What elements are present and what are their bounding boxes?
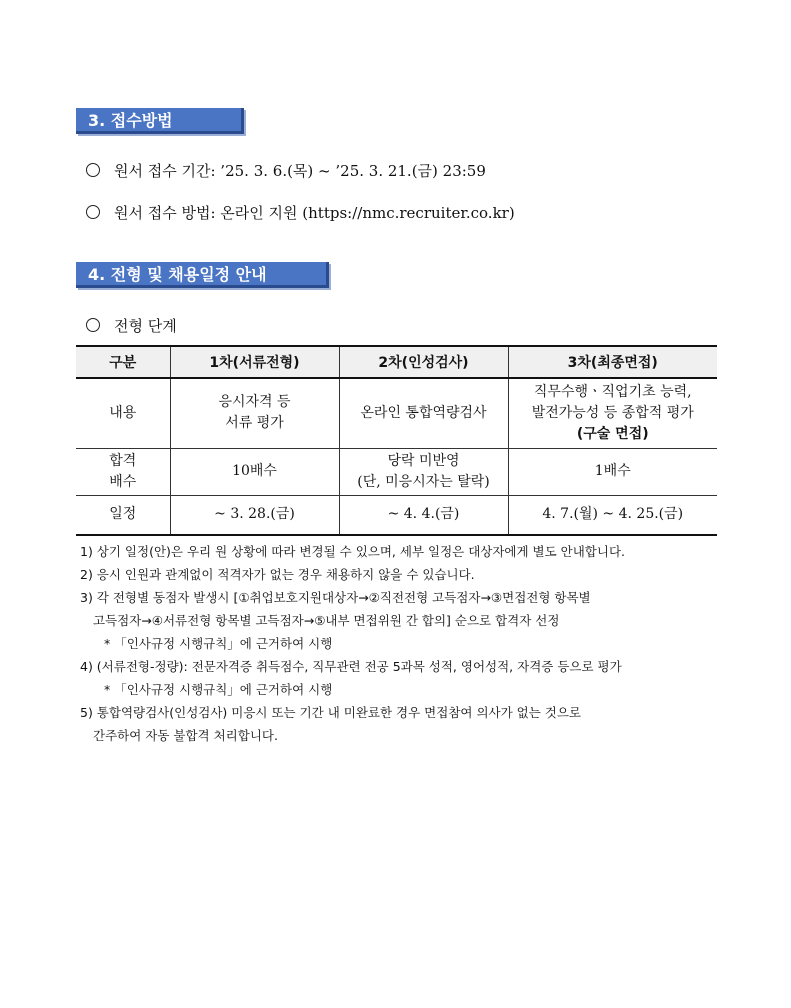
circle-bullet-icon bbox=[86, 163, 100, 177]
table-row-schedule bbox=[76, 495, 717, 535]
cell-schedule-stage-1: ~ 3. 28.(금) bbox=[170, 495, 339, 535]
cell-schedule-stage-3: 4. 7.(월) ~ 4. 25.(금) bbox=[508, 495, 717, 535]
selection-stage-bullet bbox=[86, 315, 177, 336]
notes-list bbox=[80, 540, 720, 747]
table-row-ratio bbox=[76, 448, 717, 495]
note-3: 3) 각 전형별 동점자 발생시 [①취업보호지원대상자→②직전전형 고득점자→③면접전형 항목별 bbox=[80, 590, 591, 605]
cell-text: 직무수행ㆍ직업기초 능력, bbox=[533, 383, 692, 400]
application-method-bullet bbox=[86, 202, 515, 223]
section-4-heading bbox=[76, 262, 329, 288]
selection-stage-text: 전형 단계 bbox=[114, 317, 177, 335]
table-header-row bbox=[76, 346, 717, 378]
note-5-continued: 간주하여 자동 불합격 처리합니다. bbox=[93, 728, 278, 743]
cell-content-stage-2: 온라인 통합역량검사 bbox=[339, 378, 508, 448]
cell-text: 응시자격 등 bbox=[218, 394, 291, 411]
cell-ratio-stage-2 bbox=[339, 448, 508, 495]
section-3-heading bbox=[76, 108, 244, 134]
circle-bullet-icon bbox=[86, 205, 100, 219]
cell-content-stage-3 bbox=[508, 378, 717, 448]
cell-text: 당락 미반영 bbox=[387, 452, 460, 469]
note-1: 1) 상기 일정(안)은 우리 원 상황에 따라 변경될 수 있으며, 세부 일정은 대상자에게 별도 안내합니다. bbox=[80, 544, 626, 559]
application-method-text: 원서 접수 방법: 온라인 지원 (https://nmc.recruiter.co.kr) bbox=[114, 204, 515, 222]
selection-schedule-table bbox=[76, 345, 717, 536]
cell-ratio-stage-1: 10배수 bbox=[170, 448, 339, 495]
header-stage-2: 2차(인성검사) bbox=[339, 346, 508, 378]
table-row-content bbox=[76, 378, 717, 448]
note-3-continued: 고득점자→④서류전형 항목별 고득점자→⑤내부 면접위원 간 합의] 순으로 합격자 선정 bbox=[93, 613, 560, 628]
cell-text: 합격 bbox=[109, 452, 137, 469]
application-period-bullet bbox=[86, 160, 486, 181]
cell-ratio-stage-3: 1배수 bbox=[508, 448, 717, 495]
cell-text: (단, 미응시자는 탈락) bbox=[357, 473, 490, 490]
cell-schedule-stage-2: ~ 4. 4.(금) bbox=[339, 495, 508, 535]
row-label-content: 내용 bbox=[76, 378, 170, 448]
row-label-ratio bbox=[76, 448, 170, 495]
note-4: 4) (서류전형-정량): 전문자격증 취득점수, 직무관련 전공 5과목 성적, 영어성적, 자격증 등으로 평가 bbox=[80, 659, 622, 674]
cell-text-bold: (구술 면접) bbox=[576, 425, 649, 442]
cell-text: 배수 bbox=[109, 473, 137, 490]
cell-text: 발전가능성 등 종합적 평가 bbox=[531, 404, 694, 421]
row-label-schedule: 일정 bbox=[76, 495, 170, 535]
header-category: 구분 bbox=[76, 346, 170, 378]
header-stage-3: 3차(최종면접) bbox=[508, 346, 717, 378]
cell-content-stage-1 bbox=[170, 378, 339, 448]
note-4-footnote: * 「인사규정 시행규칙」에 근거하여 시행 bbox=[104, 682, 333, 697]
note-5: 5) 통합역량검사(인성검사) 미응시 또는 기간 내 미완료한 경우 면접참여 의사가 없는 것으로 bbox=[80, 705, 581, 720]
note-3-footnote: * 「인사규정 시행규칙」에 근거하여 시행 bbox=[104, 636, 333, 651]
circle-bullet-icon bbox=[86, 318, 100, 332]
application-period-text: 원서 접수 기간: ’25. 3. 6.(목) ~ ’25. 3. 21.(금) 23:59 bbox=[114, 162, 486, 180]
cell-text: 서류 평가 bbox=[225, 415, 284, 432]
section-4-title: 4. 전형 및 채용일정 안내 bbox=[88, 265, 267, 284]
header-stage-1: 1차(서류전형) bbox=[170, 346, 339, 378]
note-2: 2) 응시 인원과 관계없이 적격자가 없는 경우 채용하지 않을 수 있습니다. bbox=[80, 567, 475, 582]
section-3-title: 3. 접수방법 bbox=[88, 111, 173, 130]
